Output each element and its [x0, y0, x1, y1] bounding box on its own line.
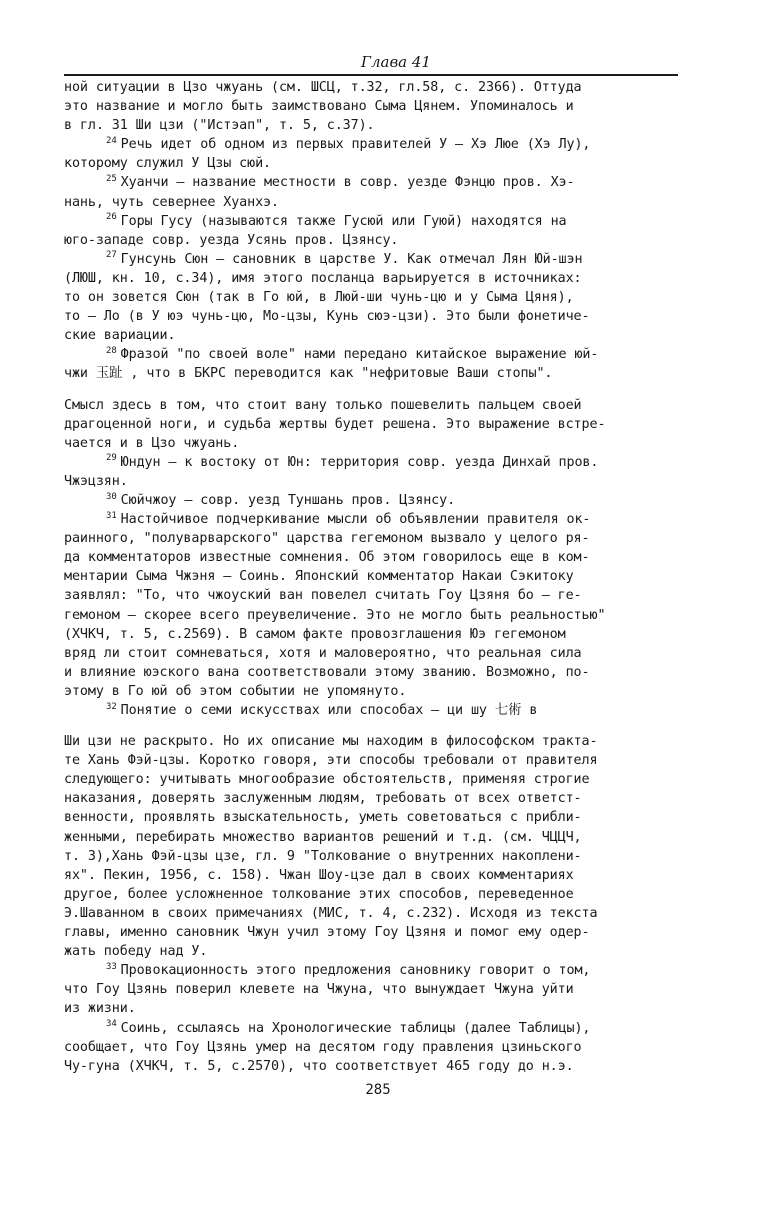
line-text: жать победу над У. [64, 944, 208, 960]
line-text: чается и в Цзо чжуань. [64, 435, 240, 451]
text-line [64, 364, 692, 383]
text-line [64, 586, 692, 605]
line-text: Хуанчи — название местности в совр. уезде Фэнцю пров. Хэ- [120, 175, 575, 191]
line-text: которому служил У Цзы сюй. [64, 156, 272, 172]
text-line [64, 808, 692, 827]
line-text: наказания, доверять заслуженным людям, требовать от всех ответст- [64, 791, 582, 807]
footnote-start-line [64, 453, 692, 472]
line-text: этому в Го юй об этом событии не упомянуто. [64, 683, 407, 699]
text-line [64, 193, 692, 212]
text-line [64, 828, 692, 847]
text-line [64, 980, 692, 999]
footnote-start-line [64, 1019, 692, 1038]
line-text: ские вариации. [64, 328, 176, 344]
line-text: женными, перебирать множество вариантов решений и т.д. (см. ЧЦЦЧ, [64, 829, 582, 845]
line-text: Ши цзи не раскрыто. Но их описание мы находим в философском тракта- [64, 734, 598, 750]
line-text: Юндун — к востоку от Юн: территория совр. уезда Динхай пров. [120, 454, 599, 470]
line-text: то — Ло (в У юэ чунь-цю, Мо-цзы, Кунь сюэ-цзи). Это были фонетиче- [64, 309, 590, 325]
text-line [64, 472, 692, 491]
footnote-number: 28 [106, 345, 117, 356]
text-line [64, 567, 692, 586]
line-text: главы, именно сановник Чжун учил этому Гоу Цзяня и помог ему одер- [64, 925, 590, 941]
footnote-number: 32 [106, 701, 117, 712]
line-text: Понятие о семи искусствах или способах — ци шу 七術 в [120, 703, 538, 718]
line-text: ментарии Сыма Чжэня — Соинь. Японский комментатор Накаи Сэкитоку [64, 569, 574, 585]
text-line [64, 548, 692, 567]
text-line [64, 789, 692, 808]
line-text: что Гоу Цзянь поверил клевете на Чжуна, что вынуждает Чжуна уйти [64, 982, 574, 998]
text-line [64, 866, 692, 885]
text-line [64, 751, 692, 770]
line-text: Речь идет об одном из первых правителей У — Хэ Люе (Хэ Лу), [120, 137, 591, 153]
footnote-start-line [64, 212, 692, 231]
line-text: Сюйчжоу — совр. уезд Туншань пров. Цзянсу. [120, 492, 456, 508]
text-line [64, 904, 692, 923]
line-text: гемоном — скорее всего преувеличение. Это не могло быть реальностью" [64, 607, 606, 623]
line-text: из жизни. [64, 1001, 136, 1017]
footnote-start-line [64, 491, 692, 510]
line-text: это название и могло быть заимствовано Сыма Цянем. Упоминалось и [64, 99, 574, 115]
line-text: юго-западе совр. уезда Усянь пров. Цзянсу. [64, 232, 399, 248]
line-text: Гунсунь Сюн — сановник в царстве У. Как отмечал Лян Юй-шэн [120, 251, 583, 267]
text-line [64, 1038, 692, 1057]
text-line [64, 288, 692, 307]
footnote-start-line [64, 510, 692, 529]
footnote-number: 27 [106, 250, 117, 261]
line-text: то он зовется Сюн (так в Го юй, в Люй-ши чунь-цю и у Сыма Цяня), [64, 290, 574, 306]
text-line [64, 663, 692, 682]
line-text: (ЛЮШ, кн. 10, с.34), имя этого посланца варьируется в источниках: [64, 270, 582, 286]
line-gap [64, 384, 692, 396]
footnote-start-line [64, 250, 692, 269]
text-line [64, 269, 692, 288]
text-line [64, 942, 692, 961]
footnotes-text [64, 78, 692, 1076]
text-line [64, 307, 692, 326]
page-number: 285 [365, 1081, 391, 1098]
line-text: вряд ли стоит сомневаться, хотя и маловероятно, что реальная сила [64, 645, 582, 661]
text-line [64, 326, 692, 345]
footnote-start-line [64, 961, 692, 980]
footnote-start-line [64, 345, 692, 364]
line-text: Чу-гуна (ХЧКЧ, т. 5, с.2570), что соответствует 465 году до н.э. [64, 1058, 574, 1074]
footnote-number: 25 [106, 174, 117, 184]
line-text: драгоценной ноги, и судьба жертвы будет решена. Это выражение встре- [64, 416, 606, 432]
line-text: нань, чуть севернее Хуанхэ. [64, 194, 279, 210]
text-line [64, 847, 692, 866]
line-text: заявлял: "То, что чжоуский ван повелел считать Гоу Цзяня бо — ге- [64, 588, 582, 604]
footnote-number: 26 [106, 212, 117, 223]
text-line [64, 999, 692, 1018]
running-header: Глава 41 [361, 53, 431, 71]
line-text: Фразой "по своей воле" нами передано китайское выражение юй- [120, 347, 599, 363]
text-line [64, 434, 692, 453]
text-line [64, 606, 692, 625]
text-line [64, 732, 692, 751]
line-text: венности, проявлять взыскательность, уметь советоваться с прибли- [64, 810, 582, 826]
line-text: Чжэцзян. [64, 473, 128, 489]
line-text: да комментаторов известные сомнения. Об этом говорилось еще в ком- [64, 550, 590, 566]
text-line [64, 1057, 692, 1076]
line-text: ях". Пекин, 1956, с. 158). Чжан Шоу-цзе дал в своих комментариях [64, 867, 574, 883]
text-line [64, 682, 692, 701]
text-line [64, 231, 692, 250]
line-text: Смысл здесь в том, что стоит вану только пошевелить пальцем своей [64, 397, 582, 413]
line-text: ной ситуации в Цзо чжуань (см. ШСЦ, т.32, гл.58, с. 2366). Оттуда [64, 80, 582, 95]
footnote-start-line [64, 173, 692, 192]
text-line [64, 885, 692, 904]
line-text: сообщает, что Гоу Цзянь умер на десятом году правления цзиньского [64, 1039, 582, 1055]
footnote-start-line [64, 135, 692, 154]
footnote-number: 31 [106, 510, 117, 521]
footnote-number: 34 [106, 1019, 117, 1030]
text-line [64, 625, 692, 644]
line-text: Настойчивое подчеркивание мысли об объявлении правителя ок- [120, 512, 591, 528]
footnote-start-line [64, 701, 692, 720]
page [64, 52, 692, 1100]
text-line [64, 770, 692, 789]
footnote-number: 24 [106, 135, 117, 146]
line-text: и влияние юэского вана соответствовали этому званию. Возможно, по- [64, 664, 590, 680]
text-line [64, 396, 692, 415]
line-text: Провокационность этого предложения сановнику говорит о том, [120, 963, 591, 979]
text-line [64, 97, 692, 116]
line-text: другое, более усложненное толкование этих способов, переведенное [64, 886, 574, 902]
header-rule [64, 74, 678, 76]
footnote-number: 33 [106, 961, 117, 972]
text-line [64, 78, 692, 97]
text-line [64, 923, 692, 942]
line-text: Горы Гусу (называются также Гусюй или Гуюй) находятся на [120, 213, 567, 229]
line-gap [64, 720, 692, 732]
line-text: следующего: учитывать многообразие обстоятельств, применяя строгие [64, 772, 590, 788]
text-line [64, 415, 692, 434]
text-line [64, 116, 692, 135]
line-text: раинного, "полуварварского" царства гегемоном вызвало у целого ря- [64, 531, 590, 547]
text-line [64, 529, 692, 548]
line-text: чжи 玉趾 , что в БКРС переводится как "нефритовые Ваши стопы". [64, 366, 553, 382]
line-text: в гл. 31 Ши цзи ("Истэап", т. 5, с.37). [64, 118, 375, 134]
text-line [64, 154, 692, 173]
footnote-number: 29 [106, 453, 117, 464]
line-text: те Хань Фэй-цзы. Коротко говоря, эти способы требовали от правителя [64, 753, 598, 769]
line-text: т. 3),Хань Фэй-цзы цзе, гл. 9 "Толкование о внутренних накоплени- [64, 848, 582, 864]
line-text: (ХЧКЧ, т. 5, с.2569). В самом факте провозглашения Юэ гегемоном [64, 626, 566, 642]
footnote-number: 30 [106, 491, 117, 502]
line-text: Соинь, ссылаясь на Хронологические таблицы (далее Таблицы), [120, 1020, 591, 1036]
line-text: Э.Шаванном в своих примечаниях (МИС, т. 4, с.232). Исходя из текста [64, 905, 598, 921]
text-line [64, 644, 692, 663]
